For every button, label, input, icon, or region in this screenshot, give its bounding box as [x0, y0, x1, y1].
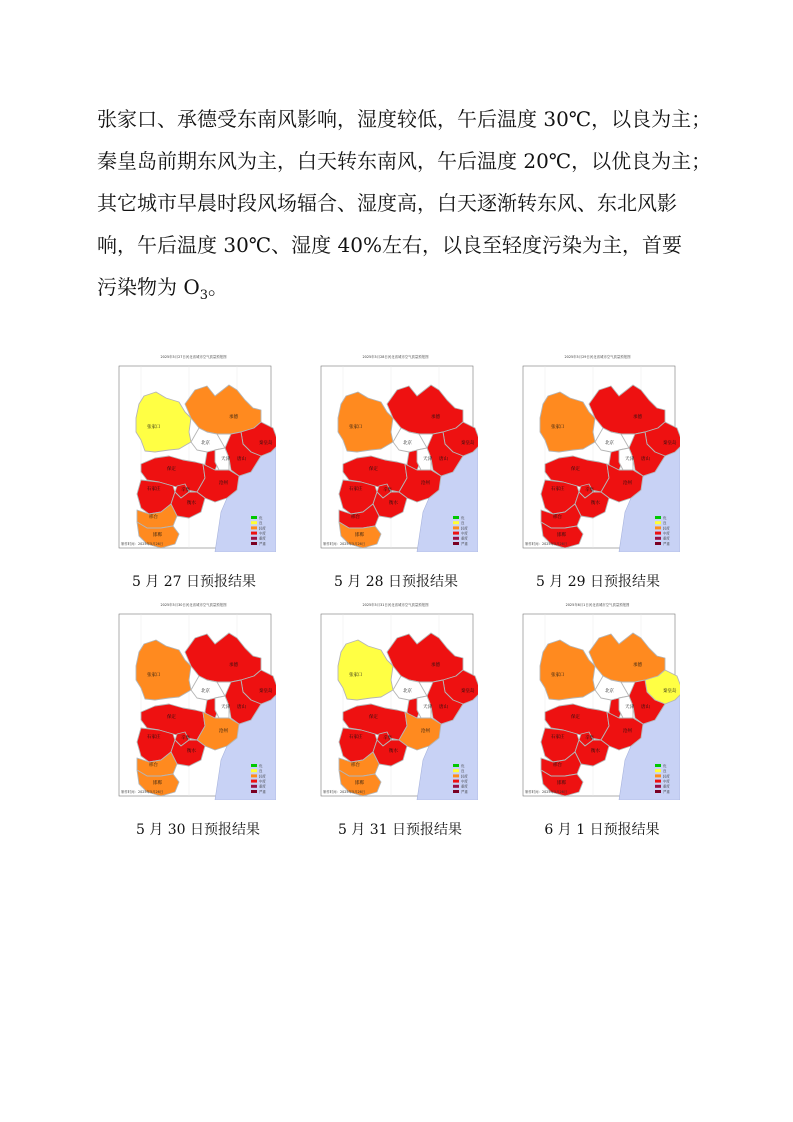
legend-swatch — [655, 542, 661, 545]
legend-label: 优 — [663, 515, 667, 520]
legend-label: 轻度 — [461, 526, 468, 531]
city-label-bd: 保定 — [571, 467, 580, 472]
legend-label: 轻度 — [461, 774, 468, 779]
legend-label: 优 — [461, 515, 465, 520]
city-label-bj: 北京 — [403, 441, 412, 446]
city-label-hs: 衡水 — [389, 749, 398, 754]
pollutant-subscript: 3 — [199, 288, 209, 303]
city-label-xt: 邢台 — [553, 763, 562, 768]
legend-label: 优 — [259, 763, 263, 768]
city-label-qhd: 秦皇岛 — [461, 441, 475, 446]
legend-swatch — [251, 785, 257, 788]
city-label-cz: 沧州 — [421, 729, 430, 734]
city-label-tj: 天津 — [221, 705, 230, 710]
city-label-ts: 唐山 — [237, 457, 246, 462]
legend-label: 重度 — [461, 536, 468, 541]
city-label-cd: 承德 — [633, 415, 642, 420]
city-label-sjz: 石家庄 — [551, 487, 565, 492]
caption-0531: 5 月 31 日预报结果 — [337, 822, 463, 838]
city-label-cz: 沧州 — [219, 729, 228, 734]
city-label-ts: 唐山 — [641, 705, 650, 710]
city-label-cz: 沧州 — [623, 729, 632, 734]
city-label-zjk: 张家口 — [147, 425, 161, 430]
city-label-xt: 邢台 — [553, 515, 562, 520]
city-label-hs: 衡水 — [591, 749, 600, 754]
city-label-zjk: 张家口 — [147, 673, 161, 678]
legend-label: 轻度 — [259, 526, 266, 531]
legend-label: 严重 — [461, 541, 468, 546]
city-label-ts: 唐山 — [439, 457, 448, 462]
city-label-xt: 邢台 — [351, 515, 360, 520]
legend-swatch — [655, 774, 661, 777]
city-label-bj: 北京 — [605, 689, 614, 694]
city-label-bd: 保定 — [369, 715, 378, 720]
legend-swatch — [655, 516, 661, 519]
map-title: 2025年5月29日河北省城市空气质量预报图 — [564, 355, 631, 359]
city-label-cz: 沧州 — [623, 481, 632, 486]
legend-swatch — [251, 532, 257, 535]
city-label-bj: 北京 — [403, 689, 412, 694]
legend-swatch — [655, 785, 661, 788]
city-label-bj: 北京 — [605, 441, 614, 446]
city-label-xt: 邢台 — [149, 763, 158, 768]
map-title: 2025年6月1日河北省城市空气质量预报图 — [565, 603, 630, 607]
city-label-xj: 辛集 — [585, 488, 594, 493]
map-title: 2025年5月28日河北省城市空气质量预报图 — [362, 355, 429, 359]
city-label-cd: 承德 — [229, 415, 238, 420]
legend-swatch — [655, 521, 661, 524]
caption-0530: 5 月 30 日预报结果 — [135, 822, 261, 838]
legend-swatch — [655, 764, 661, 767]
legend-label: 重度 — [461, 784, 468, 789]
legend-label: 中度 — [259, 779, 266, 784]
legend-swatch — [251, 516, 257, 519]
city-label-hs: 衡水 — [591, 501, 600, 506]
city-label-hs: 衡水 — [187, 749, 196, 754]
city-label-hs: 衡水 — [187, 501, 196, 506]
city-label-sjz: 石家庄 — [349, 735, 363, 740]
hebei-map-svg — [515, 600, 680, 800]
legend-swatch — [453, 764, 459, 767]
city-label-cd: 承德 — [229, 663, 238, 668]
city-label-bj: 北京 — [201, 689, 210, 694]
city-label-qhd: 秦皇岛 — [259, 441, 273, 446]
city-label-tj: 天津 — [221, 457, 230, 462]
legend-swatch — [251, 769, 257, 772]
city-label-bd: 保定 — [167, 715, 176, 720]
legend-swatch — [655, 532, 661, 535]
map-date-note: 制作时间：2025年5月26日 — [121, 790, 164, 794]
city-label-bd: 保定 — [369, 467, 378, 472]
city-label-zjk: 张家口 — [349, 425, 363, 430]
hebei-map-svg — [111, 600, 276, 800]
legend-label: 轻度 — [259, 774, 266, 779]
hebei-map-svg — [515, 352, 680, 552]
city-label-bd: 保定 — [167, 467, 176, 472]
city-label-hd: 邯郸 — [355, 781, 364, 786]
paragraph-end: 。 — [208, 275, 229, 299]
city-label-bj: 北京 — [201, 441, 210, 446]
city-label-cd: 承德 — [431, 415, 440, 420]
city-label-xt: 邢台 — [351, 763, 360, 768]
legend-swatch — [453, 532, 459, 535]
legend-label: 中度 — [663, 779, 670, 784]
paragraph-line-5 — [97, 266, 717, 308]
paragraph-line-1: 张家口、承德受东南风影响，湿度较低，午后温度 30℃，以良为主； — [97, 107, 712, 131]
caption-0528: 5 月 28 日预报结果 — [333, 574, 459, 590]
forecast-paragraph — [97, 98, 717, 308]
map-title: 2025年5月30日河北省城市空气质量预报图 — [160, 603, 227, 607]
legend-label: 良 — [259, 769, 263, 774]
legend-swatch — [453, 769, 459, 772]
legend-label: 良 — [663, 769, 667, 774]
legend-label: 中度 — [461, 531, 468, 536]
paragraph-line-2: 秦皇岛前期东风为主，白天转东南风，午后温度 20℃，以优良为主； — [97, 149, 712, 173]
city-label-ts: 唐山 — [439, 705, 448, 710]
city-label-zjk: 张家口 — [551, 425, 565, 430]
city-label-hd: 邯郸 — [557, 533, 566, 538]
legend-label: 优 — [259, 515, 263, 520]
city-label-qhd: 秦皇岛 — [663, 441, 677, 446]
city-label-xj: 辛集 — [181, 736, 190, 741]
legend-label: 严重 — [663, 789, 670, 794]
map-date-note: 制作时间：2025年5月26日 — [525, 542, 568, 546]
city-label-tj: 天津 — [625, 705, 634, 710]
city-label-ts: 唐山 — [237, 705, 246, 710]
city-label-qhd: 秦皇岛 — [663, 689, 677, 694]
legend-label: 良 — [259, 521, 263, 526]
city-label-tj: 天津 — [423, 705, 432, 710]
caption-0529: 5 月 29 日预报结果 — [535, 574, 661, 590]
legend-swatch — [251, 542, 257, 545]
legend-label: 重度 — [259, 536, 266, 541]
forecast-map-0527 — [111, 352, 276, 552]
legend-swatch — [655, 769, 661, 772]
city-label-hd: 邯郸 — [355, 533, 364, 538]
paragraph-line-4: 响，午后温度 30℃、湿度 40%左右，以良至轻度污染为主，首要 — [97, 233, 682, 257]
legend-label: 中度 — [259, 531, 266, 536]
legend-swatch — [251, 526, 257, 529]
legend-swatch — [453, 526, 459, 529]
city-label-zjk: 张家口 — [551, 673, 565, 678]
legend-swatch — [453, 537, 459, 540]
forecast-map-0529 — [515, 352, 680, 552]
hebei-map-svg — [313, 352, 478, 552]
legend-swatch — [453, 516, 459, 519]
city-label-cd: 承德 — [431, 663, 440, 668]
paragraph-line-3: 其它城市早晨时段风场辐合、湿度高，白天逐渐转东风、东北风影 — [97, 191, 677, 215]
legend-swatch — [453, 780, 459, 783]
legend-label: 重度 — [663, 536, 670, 541]
legend-label: 优 — [461, 763, 465, 768]
legend-swatch — [251, 764, 257, 767]
city-label-xt: 邢台 — [149, 515, 158, 520]
city-label-hd: 邯郸 — [557, 781, 566, 786]
caption-0601: 6 月 1 日预报结果 — [544, 822, 660, 838]
forecast-map-0530 — [111, 600, 276, 800]
city-label-xj: 辛集 — [181, 488, 190, 493]
city-label-qhd: 秦皇岛 — [461, 689, 475, 694]
legend-label: 良 — [461, 769, 465, 774]
city-label-cz: 沧州 — [219, 481, 228, 486]
legend-swatch — [251, 774, 257, 777]
map-date-note: 制作时间：2025年5月26日 — [323, 542, 366, 546]
map-date-note: 制作时间：2025年5月26日 — [121, 542, 164, 546]
legend-swatch — [251, 537, 257, 540]
legend-label: 优 — [663, 763, 667, 768]
legend-swatch — [655, 526, 661, 529]
caption-0527: 5 月 27 日预报结果 — [131, 574, 257, 590]
map-title: 2025年5月27日河北省城市空气质量预报图 — [160, 355, 227, 359]
legend-label: 重度 — [259, 784, 266, 789]
map-date-note: 制作时间：2025年5月26日 — [525, 790, 568, 794]
pollutant-text: 污染物为 O — [97, 275, 200, 299]
city-label-bd: 保定 — [571, 715, 580, 720]
forecast-map-0531 — [313, 600, 478, 800]
legend-label: 轻度 — [663, 526, 670, 531]
legend-label: 严重 — [663, 541, 670, 546]
legend-label: 严重 — [259, 541, 266, 546]
legend-swatch — [453, 774, 459, 777]
city-label-xj: 辛集 — [383, 736, 392, 741]
legend-label: 良 — [461, 521, 465, 526]
legend-swatch — [453, 785, 459, 788]
legend-label: 严重 — [259, 789, 266, 794]
legend-label: 严重 — [461, 789, 468, 794]
forecast-map-0601 — [515, 600, 680, 800]
legend-swatch — [453, 790, 459, 793]
legend-swatch — [251, 521, 257, 524]
legend-swatch — [453, 542, 459, 545]
city-label-tj: 天津 — [423, 457, 432, 462]
hebei-map-svg — [313, 600, 478, 800]
city-label-tj: 天津 — [625, 457, 634, 462]
city-label-zjk: 张家口 — [349, 673, 363, 678]
city-label-qhd: 秦皇岛 — [259, 689, 273, 694]
city-label-sjz: 石家庄 — [147, 735, 161, 740]
legend-swatch — [655, 537, 661, 540]
city-label-cd: 承德 — [633, 663, 642, 668]
legend-swatch — [251, 790, 257, 793]
legend-swatch — [453, 521, 459, 524]
map-date-note: 制作时间：2025年5月26日 — [323, 790, 366, 794]
legend-swatch — [655, 790, 661, 793]
city-label-ts: 唐山 — [641, 457, 650, 462]
hebei-map-svg — [111, 352, 276, 552]
forecast-map-0528 — [313, 352, 478, 552]
city-label-xj: 辛集 — [383, 488, 392, 493]
legend-label: 中度 — [663, 531, 670, 536]
legend-label: 中度 — [461, 779, 468, 784]
legend-swatch — [655, 780, 661, 783]
legend-label: 良 — [663, 521, 667, 526]
city-label-xj: 辛集 — [585, 736, 594, 741]
map-title: 2025年5月31日河北省城市空气质量预报图 — [362, 603, 429, 607]
city-label-hd: 邯郸 — [153, 533, 162, 538]
city-label-sjz: 石家庄 — [349, 487, 363, 492]
legend-label: 轻度 — [663, 774, 670, 779]
city-label-hd: 邯郸 — [153, 781, 162, 786]
city-label-hs: 衡水 — [389, 501, 398, 506]
city-label-sjz: 石家庄 — [147, 487, 161, 492]
city-label-cz: 沧州 — [421, 481, 430, 486]
legend-swatch — [251, 780, 257, 783]
city-label-sjz: 石家庄 — [551, 735, 565, 740]
legend-label: 重度 — [663, 784, 670, 789]
